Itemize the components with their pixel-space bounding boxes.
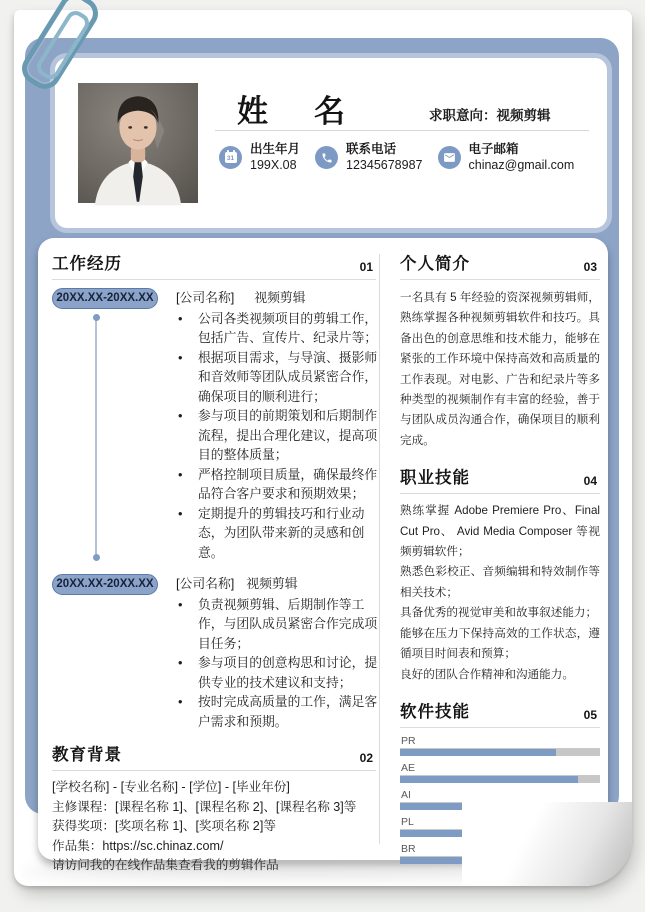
bar-label-pr: PR (400, 734, 600, 749)
calendar-icon (219, 146, 242, 169)
page-curl (462, 802, 632, 886)
skill-item: 熟悉色彩校正、音频编辑和特效制作等相关技术； (400, 565, 600, 599)
job1-period-pill: 20XX.XX-20XX.XX (52, 288, 158, 309)
education-lines (52, 778, 376, 876)
software-section-header (400, 698, 600, 728)
mail-icon (438, 146, 461, 169)
software-section-title: 软件技能 (400, 702, 470, 721)
contact-email (438, 142, 575, 173)
contact-email-text (469, 142, 575, 173)
job1-bullet: • 公司各类视频项目的剪辑工作，包括广告、宣传片、纪录片等； (176, 309, 378, 348)
job-entry-2 (52, 574, 376, 731)
job2-bullet: • 按时完成高质量的工作，满足客户需求和预期。 (176, 692, 378, 731)
software-bar-ae (400, 761, 600, 783)
profile-text: 一名具有 5 年经验的资深视频剪辑师，熟练掌握各种视频剪辑软件和技巧。具备出色的创意思维和技术能力，能够在紧张的工作环境中保持高效和高质量的工作表现。对电影、广告和纪录片等多种类型的视频制作有丰富的经验，善于与团队成员沟通合作，确保项目的顺利完成。 (400, 291, 600, 447)
job2-timeline (52, 574, 176, 731)
calendar-glyph: 31 (225, 152, 237, 163)
education-section-title: 教育背景 (52, 746, 122, 764)
job1-role: 视频剪辑 (254, 290, 306, 305)
bar-track (400, 776, 600, 783)
job2-details (176, 574, 378, 731)
job1-details (176, 288, 378, 562)
job1-bullet: • 根据项目需求，与导演、摄影师和音效师等团队成员紧密合作，确保项目的顺利进行； (176, 348, 378, 407)
header-card (55, 58, 607, 228)
contact-birth-value: 199X.08 (250, 157, 297, 172)
contact-email-label: 电子邮箱 (468, 142, 519, 156)
bar-label-pl: PL (400, 815, 600, 830)
job1-timeline (52, 288, 176, 562)
job2-company: [公司名称] (176, 576, 235, 591)
profile-section-header (400, 250, 600, 280)
left-column (52, 250, 376, 876)
skill-item: 具备优秀的视觉审美和故事叙述能力； (400, 606, 598, 620)
work-section-header (52, 250, 376, 280)
timeline-connector (95, 317, 97, 558)
phone-icon (315, 146, 338, 169)
job1-company: [公司名称] (176, 290, 235, 305)
software-section-number: 05 (583, 707, 597, 722)
bar-label-ae: AE (400, 761, 600, 776)
education-section (52, 741, 376, 876)
bar-label-br: BR (400, 842, 600, 857)
content-card (38, 238, 608, 872)
work-section-number: 01 (359, 260, 373, 274)
education-line-portfolio: 作品集：https://sc.chinaz.com/ (52, 838, 224, 853)
job-entry-1 (52, 288, 376, 562)
contact-phone (315, 142, 422, 173)
job2-bullet-list (176, 595, 378, 732)
job-intent: 求职意向：视频剪辑 (429, 108, 551, 123)
work-section-title: 工作经历 (52, 255, 122, 273)
paper-sheet (14, 10, 632, 886)
skill-item: 良好的团队合作精神和沟通能力。 (400, 667, 574, 681)
header-divider (215, 130, 589, 131)
job1-company-line (176, 288, 378, 308)
paperclip-icon (18, 0, 108, 106)
profile-section-title: 个人简介 (400, 255, 470, 273)
column-divider (379, 254, 380, 844)
education-line-school: [学校名称] - [专业名称] - [学位] - [毕业年份] (52, 780, 290, 794)
software-bar-pr (400, 734, 600, 756)
candidate-name (237, 86, 345, 131)
profile-section-number: 03 (583, 260, 597, 274)
contact-phone-label: 联系电话 (346, 142, 397, 156)
contact-birth (219, 142, 300, 173)
skills-section-number: 04 (583, 474, 597, 489)
contact-birth-label: 出生年月 (250, 142, 301, 156)
education-section-number: 02 (359, 751, 373, 765)
skills-list (400, 501, 600, 685)
name-char-1: 姓 (237, 94, 268, 129)
job1-bullet: • 参与项目的前期策划和后期制作流程，提出合理化建议，提高项目的整体质量； (176, 406, 378, 465)
name-char-2: 名 (314, 94, 345, 129)
bar-fill (400, 749, 556, 756)
contact-phone-text (346, 142, 422, 173)
job2-role: 视频剪辑 (246, 576, 298, 591)
skill-item: 能够在压力下保持高效的工作状态，遵循项目时间表和预算； (400, 626, 600, 661)
job2-company-line (176, 574, 378, 594)
education-line-awards: 获得奖项：[奖项名称 1]、[奖项名称 2]等 (52, 819, 276, 833)
education-line-courses: 主修课程：[课程名称 1]、[课程名称 2]、[课程名称 3]等 (52, 799, 357, 814)
contact-row (219, 142, 574, 173)
skills-section-title: 职业技能 (400, 469, 470, 488)
right-column (400, 250, 600, 869)
job2-bullet: • 参与项目的创意构思和讨论，提供专业的技术建议和支持； (176, 653, 378, 692)
contact-email-value: chinaz@gmail.com (468, 157, 575, 172)
bar-fill (400, 776, 578, 783)
education-section-header (52, 741, 376, 771)
skill-item: 熟练掌握 Adobe Premiere Pro、Final Cut Pro、 Avid Media Composer 等视频剪辑软件； (400, 504, 600, 559)
bar-label-ai: AI (400, 788, 600, 803)
job1-bullet: • 严格控制项目质量，确保最终作品符合客户要求和预期效果； (176, 465, 378, 504)
job1-bullet-list (176, 309, 378, 563)
education-line-note: 请访问我的在线作品集查看我的剪辑作品 (52, 858, 279, 872)
bar-track (400, 749, 600, 756)
job2-bullet: • 负责视频剪辑、后期制作等工作，与团队成员紧密合作完成项目任务； (176, 595, 378, 654)
job2-period-pill: 20XX.XX-20XX.XX (52, 574, 158, 595)
phone-glyph (321, 152, 333, 164)
skills-section-header (400, 464, 600, 494)
job1-bullet: • 定期提升的剪辑技巧和行业动态，为团队带来新的灵感和创意。 (176, 504, 378, 563)
mail-glyph (443, 151, 456, 164)
contact-birth-text (250, 142, 300, 173)
contact-phone-value: 12345678987 (346, 157, 423, 172)
